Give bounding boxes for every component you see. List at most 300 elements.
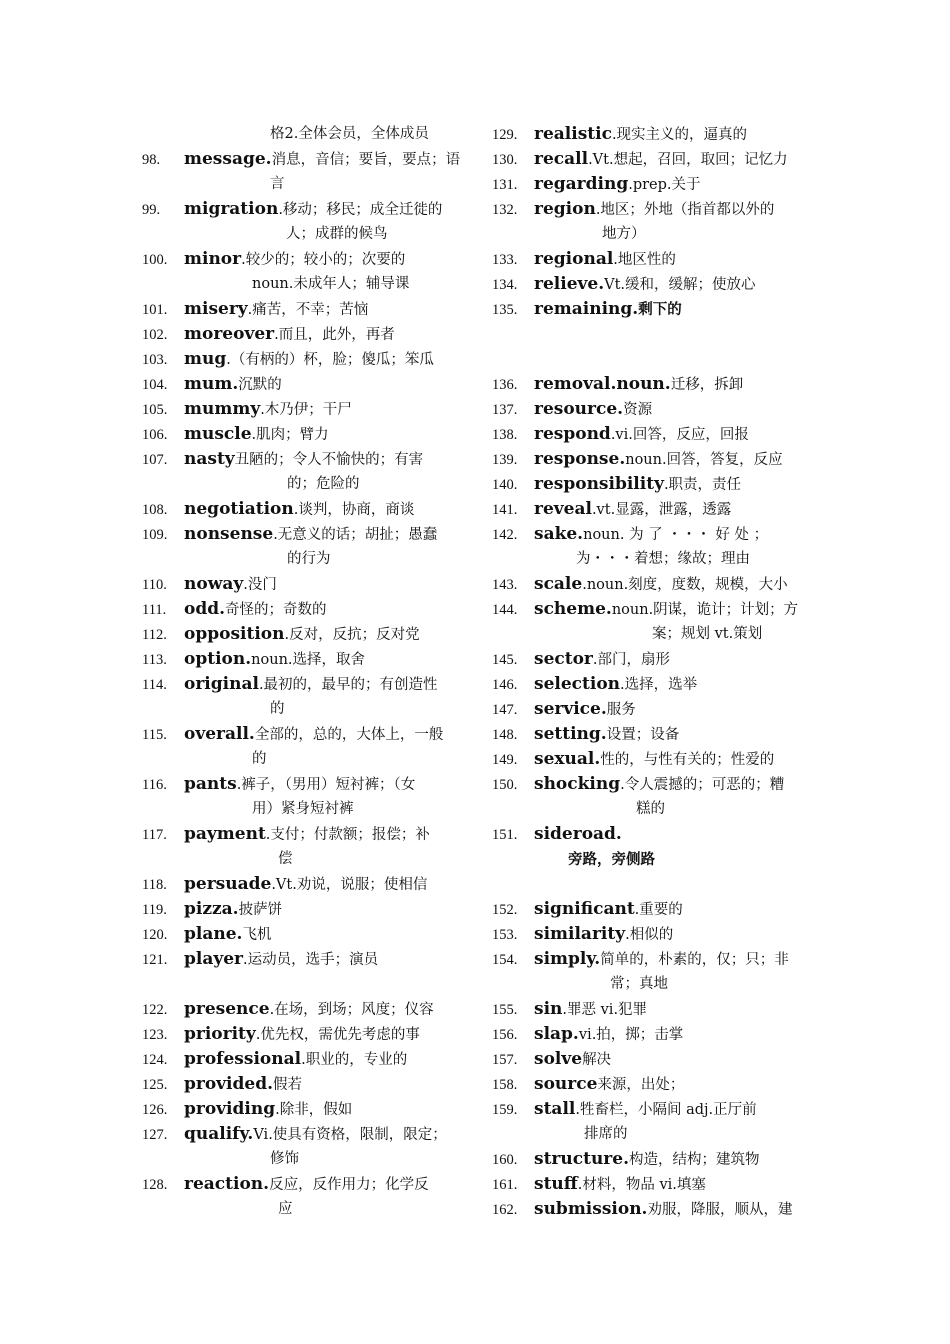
definition: .木乃伊；干尸 bbox=[260, 402, 352, 418]
vocab-entry bbox=[142, 647, 464, 672]
definition: .没门 bbox=[243, 577, 277, 593]
headword: service. bbox=[534, 699, 607, 719]
headword: sexual. bbox=[534, 749, 601, 769]
definition: .肌肉；臂力 bbox=[251, 427, 329, 443]
vocab-entry bbox=[142, 497, 464, 522]
definition: .prep.关于 bbox=[628, 177, 701, 193]
headword: slap. bbox=[534, 1024, 579, 1044]
headword: regarding bbox=[534, 174, 629, 194]
definition: .地区性的 bbox=[613, 252, 676, 268]
entry-number: 110. bbox=[142, 577, 167, 593]
entry-number: 158. bbox=[492, 1077, 518, 1093]
vocab-entry bbox=[142, 247, 464, 272]
continuation-text: 人；成群的候鸟 bbox=[286, 226, 388, 242]
continuation-text: 为・・・着想；缘故；理由 bbox=[576, 551, 750, 567]
vocab-entry bbox=[492, 997, 810, 1022]
continuation-text: 糕的 bbox=[636, 801, 665, 817]
headword: source bbox=[534, 1074, 598, 1094]
definition: noun.选择，取舍 bbox=[251, 652, 366, 668]
vocab-entry bbox=[142, 1172, 464, 1197]
entry-number: 129. bbox=[492, 127, 518, 143]
definition: .vi.回答，反应，回报 bbox=[610, 427, 749, 443]
vocab-entry bbox=[492, 597, 810, 622]
vocab-entry bbox=[492, 1172, 810, 1197]
vocab-entry bbox=[492, 1097, 810, 1122]
definition: .Vt.想起，召回，取回；记忆力 bbox=[588, 152, 788, 168]
definition: .vt.显露，泄露，透露 bbox=[591, 502, 732, 518]
definition-continuation bbox=[142, 172, 464, 197]
headword: recall bbox=[534, 149, 589, 169]
entry-number: 146. bbox=[492, 677, 518, 693]
definition: .在场，到场；风度；仪容 bbox=[269, 1002, 434, 1018]
definition: vi.拍，掷；击掌 bbox=[578, 1027, 684, 1043]
headword: nasty bbox=[184, 449, 235, 469]
vocab-entry bbox=[492, 572, 810, 597]
definition: 剩下的 bbox=[638, 301, 682, 318]
headword: message. bbox=[184, 149, 272, 169]
definition: .优先权，需优先考虑的事 bbox=[255, 1027, 420, 1043]
vocab-entry bbox=[492, 272, 810, 297]
continuation-text: 的 bbox=[270, 701, 285, 717]
entry-number: 114. bbox=[142, 677, 167, 693]
entry-number: 111. bbox=[142, 602, 167, 618]
definition: noun.回答，答复，反应 bbox=[625, 452, 783, 468]
vocab-entry bbox=[492, 1147, 810, 1172]
entry-number: 125. bbox=[142, 1077, 168, 1093]
headword: response. bbox=[534, 449, 626, 469]
headword: overall. bbox=[184, 724, 255, 744]
blank-line bbox=[492, 872, 810, 897]
continuation-text: 旁路，旁侧路 bbox=[568, 851, 655, 868]
definition: Vt.缓和，缓解；使放心 bbox=[604, 277, 756, 293]
definition: noun.阴谋，诡计；计划；方 bbox=[611, 602, 799, 618]
vocab-entry bbox=[492, 947, 810, 972]
headword: misery bbox=[184, 299, 248, 319]
definition: 披萨饼 bbox=[238, 902, 283, 918]
definition: 全部的，总的，大体上，一般 bbox=[254, 727, 444, 743]
headword: remaining. bbox=[534, 299, 639, 319]
headword: noway bbox=[184, 574, 244, 594]
definition: .痛苦，不幸；苦恼 bbox=[247, 302, 369, 318]
vocab-entry bbox=[492, 422, 810, 447]
headword: shocking bbox=[534, 774, 621, 794]
definition: .反对，反抗；反对党 bbox=[284, 627, 420, 643]
right-column bbox=[492, 122, 810, 1222]
definition: 假若 bbox=[273, 1077, 303, 1093]
vocab-entry bbox=[492, 672, 810, 697]
vocab-entry bbox=[492, 897, 810, 922]
headword: opposition bbox=[184, 624, 285, 644]
entry-number: 124. bbox=[142, 1052, 168, 1068]
definition: .职业的，专业的 bbox=[301, 1052, 408, 1068]
definition: .noun.刻度，度数，规模，大小 bbox=[582, 577, 788, 593]
definition: .罪恶 vi.犯罪 bbox=[562, 1002, 648, 1018]
entry-number: 130. bbox=[492, 152, 518, 168]
continuation-text: 常；真地 bbox=[610, 976, 668, 992]
continuation-text: 案；规划 vt.策划 bbox=[652, 626, 763, 642]
vocab-entry bbox=[492, 197, 810, 222]
definition: .部门，扇形 bbox=[592, 652, 670, 668]
vocab-entry bbox=[492, 647, 810, 672]
entry-number: 99. bbox=[142, 202, 161, 218]
vocab-entry bbox=[142, 447, 464, 472]
headword: mummy bbox=[184, 399, 261, 419]
definition: .选择，选举 bbox=[620, 677, 698, 693]
headword: migration bbox=[184, 199, 279, 219]
continuation-text: 偿 bbox=[278, 851, 293, 867]
entry-number: 138. bbox=[492, 427, 518, 443]
continuation-text: 应 bbox=[278, 1201, 293, 1217]
headword: player bbox=[184, 949, 244, 969]
definition: noun. 为 了 ・・・ 好 处 ； bbox=[583, 527, 769, 543]
headword: muscle bbox=[184, 424, 252, 444]
headword: scheme. bbox=[534, 599, 612, 619]
headword: sake. bbox=[534, 524, 584, 544]
definition-continuation bbox=[492, 1122, 810, 1147]
headword: relieve. bbox=[534, 274, 605, 294]
vocab-entry bbox=[142, 922, 464, 947]
vocab-entry bbox=[492, 1047, 810, 1072]
continuation-text: 用）紧身短衬裤 bbox=[252, 801, 354, 817]
vocab-entry bbox=[492, 722, 810, 747]
entry-number: 143. bbox=[492, 577, 518, 593]
vocab-entry bbox=[142, 897, 464, 922]
entry-number: 162. bbox=[492, 1202, 518, 1218]
definition: 奇怪的；奇数的 bbox=[225, 602, 327, 618]
vocab-entry bbox=[142, 422, 464, 447]
headword: moreover bbox=[184, 324, 275, 344]
definition-continuation bbox=[492, 622, 810, 647]
headword: responsibility bbox=[534, 474, 664, 494]
entry-number: 141. bbox=[492, 502, 518, 518]
headword: qualify. bbox=[184, 1124, 254, 1144]
vocab-entry bbox=[142, 347, 464, 372]
entry-number: 120. bbox=[142, 927, 168, 943]
vocab-entry bbox=[142, 597, 464, 622]
definition: .裤子，（男用）短衬裤；（女 bbox=[236, 777, 416, 793]
entry-number: 119. bbox=[142, 902, 167, 918]
headword: pizza. bbox=[184, 899, 239, 919]
headword: reaction. bbox=[184, 1174, 270, 1194]
entry-number: 145. bbox=[492, 652, 518, 668]
vocab-entry bbox=[142, 147, 464, 172]
vocab-entry bbox=[492, 372, 810, 397]
headword: significant bbox=[534, 899, 635, 919]
vocab-entry bbox=[142, 572, 464, 597]
headword: pants bbox=[184, 774, 237, 794]
definition: 解决 bbox=[582, 1052, 612, 1068]
continuation-text: noun.未成年人；辅导课 bbox=[252, 276, 410, 292]
definition-continuation bbox=[492, 797, 810, 822]
vocab-entry bbox=[492, 1072, 810, 1097]
vocab-entry bbox=[142, 322, 464, 347]
headword: selection bbox=[534, 674, 621, 694]
vocab-entry bbox=[492, 697, 810, 722]
entry-number: 127. bbox=[142, 1127, 168, 1143]
continuation-text: 的 bbox=[252, 751, 267, 767]
entry-number: 156. bbox=[492, 1027, 518, 1043]
headword: mum. bbox=[184, 374, 239, 394]
headword: payment bbox=[184, 824, 266, 844]
vocab-entry bbox=[492, 397, 810, 422]
entry-number: 101. bbox=[142, 302, 168, 318]
definition: 性的，与性有关的；性爱的 bbox=[600, 752, 775, 768]
vocab-entry bbox=[492, 172, 810, 197]
entry-number: 132. bbox=[492, 202, 518, 218]
blank-line bbox=[142, 972, 464, 997]
vocab-entry bbox=[492, 822, 810, 847]
headword: minor bbox=[184, 249, 242, 269]
entry-number: 103. bbox=[142, 352, 168, 368]
entry-number: 136. bbox=[492, 377, 518, 393]
blank-line bbox=[492, 347, 810, 372]
vocab-entry bbox=[492, 122, 810, 147]
vocab-entry bbox=[142, 522, 464, 547]
vocab-entry bbox=[492, 922, 810, 947]
vocab-entry bbox=[492, 1022, 810, 1047]
entry-number: 148. bbox=[492, 727, 518, 743]
definition: .现实主义的，逼真的 bbox=[611, 127, 748, 143]
definition-continuation bbox=[492, 972, 810, 997]
vocab-entry bbox=[492, 522, 810, 547]
headword: regional bbox=[534, 249, 614, 269]
vocab-entry bbox=[142, 997, 464, 1022]
definition: 设置；设备 bbox=[606, 727, 680, 743]
definition: .职责，责任 bbox=[663, 477, 742, 493]
definition-continuation bbox=[142, 747, 464, 772]
headword: mug bbox=[184, 349, 227, 369]
headword: reveal bbox=[534, 499, 592, 519]
definition: .较少的；较小的；次要的 bbox=[241, 252, 406, 268]
headword: realistic bbox=[534, 124, 612, 144]
definition: 飞机 bbox=[242, 927, 272, 943]
vocab-entry bbox=[142, 947, 464, 972]
entry-number: 112. bbox=[142, 627, 167, 643]
vocab-entry bbox=[142, 1022, 464, 1047]
vocab-entry bbox=[492, 747, 810, 772]
entry-number: 153. bbox=[492, 927, 518, 943]
definition: 资源 bbox=[623, 402, 653, 418]
definition-continuation bbox=[142, 547, 464, 572]
definition: 沉默的 bbox=[238, 377, 282, 393]
headword: nonsense bbox=[184, 524, 274, 544]
definition: .重要的 bbox=[634, 902, 683, 918]
definition: 反应，反作用力；化学反 bbox=[269, 1177, 429, 1193]
vocab-entry bbox=[142, 872, 464, 897]
headword: stuff bbox=[534, 1174, 578, 1194]
definition-continuation bbox=[142, 697, 464, 722]
definition: 来源，出处； bbox=[597, 1077, 685, 1093]
vocab-entry bbox=[142, 672, 464, 697]
definition: 丑陋的；令人不愉快的；有害 bbox=[234, 452, 424, 468]
headword: stall bbox=[534, 1099, 576, 1119]
entry-number: 150. bbox=[492, 777, 518, 793]
headword: sin bbox=[534, 999, 563, 1019]
definition: .无意义的话；胡扯；愚蠢 bbox=[273, 527, 438, 543]
vocab-entry bbox=[142, 822, 464, 847]
entry-number: 106. bbox=[142, 427, 168, 443]
vocab-entry bbox=[492, 297, 810, 322]
definition: Vi.使具有资格，限制，限定； bbox=[253, 1127, 447, 1143]
definition: 构造，结构；建筑物 bbox=[629, 1152, 760, 1168]
continuation-text: 的；危险的 bbox=[287, 476, 360, 492]
definition: 消息，音信；要旨，要点；语 bbox=[271, 152, 461, 168]
headword: region bbox=[534, 199, 596, 219]
vocab-entry bbox=[142, 197, 464, 222]
vocab-entry bbox=[142, 1047, 464, 1072]
entry-number: 160. bbox=[492, 1152, 518, 1168]
definition: .材料，物品 vi.填塞 bbox=[577, 1177, 706, 1193]
headword: presence bbox=[184, 999, 270, 1019]
definition: .（有柄的）杯，脸；傻瓜；笨瓜 bbox=[226, 352, 434, 368]
headword: sector bbox=[534, 649, 593, 669]
headword: negotiation bbox=[184, 499, 294, 519]
headword: sideroad. bbox=[534, 824, 622, 844]
definition: 劝服，降服，顺从，建 bbox=[647, 1202, 793, 1218]
entry-number: 134. bbox=[492, 277, 518, 293]
definition: .相似的 bbox=[625, 927, 674, 943]
definition-continuation bbox=[142, 1197, 464, 1222]
definition-continuation bbox=[142, 122, 464, 147]
vocab-entry bbox=[492, 1197, 810, 1222]
entry-number: 151. bbox=[492, 827, 518, 843]
continuation-text: 修饰 bbox=[270, 1151, 299, 1167]
vocab-entry bbox=[492, 147, 810, 172]
entry-number: 122. bbox=[142, 1002, 168, 1018]
definition: .Vt.劝说，说服；使相信 bbox=[271, 877, 428, 893]
entry-number: 139. bbox=[492, 452, 518, 468]
continuation-text: 地方） bbox=[602, 226, 646, 242]
definition-continuation bbox=[142, 222, 464, 247]
vocab-entry bbox=[142, 1122, 464, 1147]
definition-continuation bbox=[142, 472, 464, 497]
entry-number: 137. bbox=[492, 402, 518, 418]
headword: simply. bbox=[534, 949, 601, 969]
definition: .除非，假如 bbox=[275, 1102, 353, 1118]
headword: scale bbox=[534, 574, 583, 594]
headword: providing bbox=[184, 1099, 276, 1119]
headword: similarity bbox=[534, 924, 626, 944]
continuation-text: 的行为 bbox=[287, 551, 331, 567]
entry-number: 102. bbox=[142, 327, 168, 343]
vocab-entry bbox=[142, 1072, 464, 1097]
headword: original bbox=[184, 674, 259, 694]
entry-number: 142. bbox=[492, 527, 518, 543]
entry-number: 100. bbox=[142, 252, 168, 268]
headword: removal.noun. bbox=[534, 374, 671, 394]
entry-number: 144. bbox=[492, 602, 518, 618]
headword: resource. bbox=[534, 399, 624, 419]
definition: .运动员，选手；演员 bbox=[243, 952, 379, 968]
headword: professional bbox=[184, 1049, 302, 1069]
definition-continuation bbox=[142, 1147, 464, 1172]
vocab-entry bbox=[142, 297, 464, 322]
definition: .谈判，协商，商谈 bbox=[293, 502, 415, 518]
headword: priority bbox=[184, 1024, 256, 1044]
definition: .牲畜栏，小隔间 adj.正厅前 bbox=[575, 1102, 757, 1118]
definition-continuation bbox=[492, 847, 810, 872]
vocab-entry bbox=[492, 447, 810, 472]
headword: option. bbox=[184, 649, 252, 669]
entry-number: 149. bbox=[492, 752, 518, 768]
definition-continuation bbox=[142, 272, 464, 297]
vocab-entry bbox=[142, 622, 464, 647]
vocab-entry bbox=[142, 722, 464, 747]
headword: odd. bbox=[184, 599, 226, 619]
headword: persuade bbox=[184, 874, 272, 894]
definition: .而且，此外，再者 bbox=[274, 327, 395, 343]
entry-number: 133. bbox=[492, 252, 518, 268]
vocab-entry bbox=[492, 247, 810, 272]
entry-number: 131. bbox=[492, 177, 518, 193]
vocab-entry bbox=[142, 372, 464, 397]
definition: 迁移，拆卸 bbox=[670, 377, 744, 393]
entry-number: 152. bbox=[492, 902, 518, 918]
headword: plane. bbox=[184, 924, 243, 944]
entry-number: 161. bbox=[492, 1177, 518, 1193]
definition: .地区；外地（指首都以外的 bbox=[595, 202, 775, 218]
vocab-entry bbox=[142, 397, 464, 422]
definition-continuation bbox=[492, 547, 810, 572]
continuation-text: 格2.全体会员，全体成员 bbox=[270, 126, 429, 142]
vocab-entry bbox=[142, 772, 464, 797]
entry-number: 126. bbox=[142, 1102, 168, 1118]
headword: respond bbox=[534, 424, 611, 444]
definition: .移动；移民；成全迁徙的 bbox=[278, 202, 443, 218]
headword: setting. bbox=[534, 724, 607, 744]
definition: .令人震撼的；可恶的；糟 bbox=[620, 777, 785, 793]
definition-continuation bbox=[142, 847, 464, 872]
definition: 服务 bbox=[606, 702, 636, 718]
entry-number: 105. bbox=[142, 402, 168, 418]
definition: 简单的，朴素的，仅；只；非 bbox=[600, 952, 789, 968]
entry-number: 118. bbox=[142, 877, 167, 893]
entry-number: 155. bbox=[492, 1002, 518, 1018]
entry-number: 147. bbox=[492, 702, 518, 718]
entry-number: 116. bbox=[142, 777, 167, 793]
entry-number: 115. bbox=[142, 727, 167, 743]
entry-number: 121. bbox=[142, 952, 168, 968]
continuation-text: 言 bbox=[270, 176, 285, 192]
entry-number: 123. bbox=[142, 1027, 168, 1043]
entry-number: 128. bbox=[142, 1177, 168, 1193]
entry-number: 113. bbox=[142, 652, 167, 668]
entry-number: 117. bbox=[142, 827, 167, 843]
left-column bbox=[142, 122, 464, 1222]
definition-continuation bbox=[492, 222, 810, 247]
vocab-entry bbox=[492, 772, 810, 797]
definition-continuation bbox=[142, 797, 464, 822]
vocab-entry bbox=[492, 472, 810, 497]
headword: provided. bbox=[184, 1074, 274, 1094]
entry-number: 107. bbox=[142, 452, 168, 468]
definition: .支付；付款额；报偿；补 bbox=[265, 827, 430, 843]
headword: structure. bbox=[534, 1149, 629, 1169]
entry-number: 140. bbox=[492, 477, 518, 493]
entry-number: 108. bbox=[142, 502, 168, 518]
vocab-entry bbox=[492, 497, 810, 522]
entry-number: 109. bbox=[142, 527, 168, 543]
entry-number: 157. bbox=[492, 1052, 518, 1068]
entry-number: 135. bbox=[492, 302, 518, 318]
definition: .最初的，最早的；有创造性 bbox=[258, 677, 438, 693]
headword: submission. bbox=[534, 1199, 648, 1219]
vocab-entry bbox=[142, 1097, 464, 1122]
headword: solve bbox=[534, 1049, 583, 1069]
entry-number: 104. bbox=[142, 377, 168, 393]
entry-number: 159. bbox=[492, 1102, 518, 1118]
blank-line bbox=[492, 322, 810, 347]
